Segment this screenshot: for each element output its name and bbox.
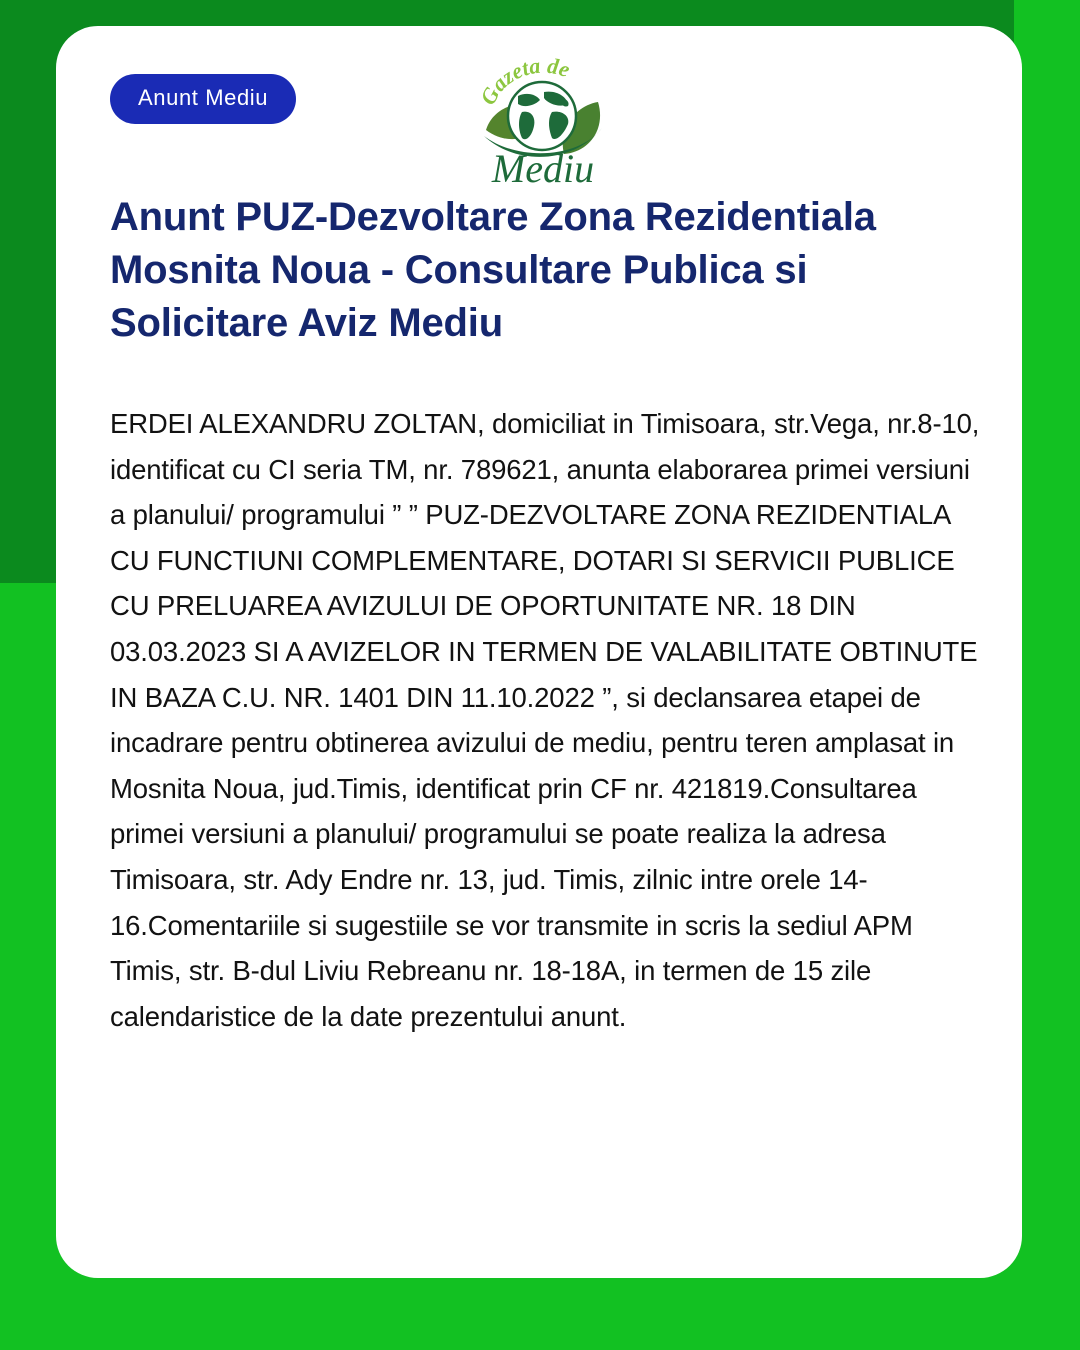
gazeta-de-mediu-logo [470,54,616,190]
card-header [110,54,970,190]
announcement-body: ERDEI ALEXANDRU ZOLTAN, domiciliat in Timisoara, str.Vega, nr.8-10, identificat cu CI seria TM, nr. 789621, anunta elaborarea primei versiuni a planului/ programului ” ” PUZ-DEZVOLTARE ZONA REZIDENTIALA CU FUNCTIUNI COMPLEMENTARE, DOTARI SI SERVICII PUBLICE CU PRELUAREA AVIZULUI DE OPORTUNITATE NR. 18 DIN 03.03.2023 SI A AVIZELOR IN TERMEN DE VALABILITATE OBTINUTE IN BAZA C.U. NR. 1401 DIN 11.10.2022 ”, si declansarea etapei de incadrare pentru obtinerea avizului de mediu, pentru teren amplasat in Mosnita Noua, jud.Timis, identificat prin CF nr. 421819.Consultarea primei versiuni a planului/ programului se poate realiza la adresa Timisoara, str. Ady Endre nr. 13, jud. Timis, zilnic intre orele 14-16.Comentariile si sugestiile se vor transmite in scris la sediul APM Timis, str. B-dul Liviu Rebreanu nr. 18-18A, in termen de 15 zile calendaristice de la date prezentului anunt. [110,408,987,1032]
logo-top-text: Gazeta de [474,54,574,109]
logo-bottom-text: Mediu [491,146,595,190]
globe-leaf-logo-icon [470,54,616,190]
announcement-card [56,26,1022,1278]
page-title: Anunt PUZ-Dezvoltare Zona Rezidentiala Mosnita Noua - Consultare Publica si Solicitare Aviz Mediu [110,195,876,345]
category-badge[interactable]: Anunt Mediu [110,74,296,124]
